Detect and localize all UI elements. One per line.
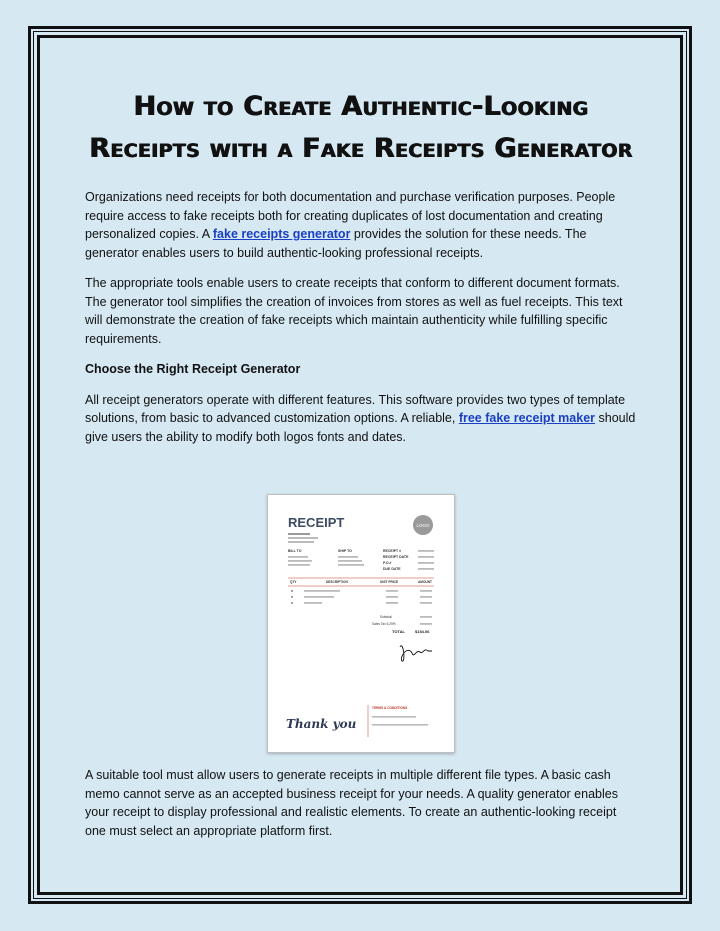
tools-paragraph: The appropriate tools enable users to create receipts that conform to different document formats. The generator tool simplifies the creation of invoices from stores as well as fuel receipts. This text will demonstrate the creation of fake receipts which maintain authenticity while fulfilling specific requirements. [85, 276, 623, 346]
total-value: $154.06 [415, 629, 430, 634]
article-body [85, 86, 637, 458]
due-date-label: DUE DATE [383, 567, 401, 571]
free-fake-receipt-maker-link[interactable]: free fake receipt maker [458, 411, 596, 425]
receipt-title: RECEIPT [288, 515, 345, 530]
logo-label: LOGO [416, 523, 430, 528]
unit-price-column-header: UNIT PRICE [380, 580, 399, 584]
closing-section [85, 766, 637, 852]
closing-paragraph: A suitable tool must allow users to generate receipts in multiple different file types. A basic cash memo cannot serve as an accepted business receipt for your needs. A quality generator enables your receipt to display professional and realistic elements. To create an authentic-looking receipt one must select an appropriate platform first. [85, 768, 618, 838]
receipt-illustration [268, 495, 454, 752]
amount-column-header: AMOUNT [418, 580, 432, 584]
qty-column-header: QTY [290, 580, 297, 584]
features-paragraph [85, 391, 637, 447]
terms-heading: TERMS & CONDITIONS [372, 706, 408, 710]
total-label: TOTAL [392, 629, 405, 634]
signature-mark [400, 646, 432, 661]
features-text-start: All receipt generators operate with different features. This software provides two types of template solutions, from basic to advanced customization options. A reliable, [85, 392, 626, 425]
intro-text-start: Organizations need receipts for both documentation and purchase verification purposes. People require access to fake receipts both for creating duplicates of lost documentation and creating personalized copies. A [85, 190, 616, 241]
fake-receipts-generator-link[interactable]: fake receipts generator [212, 227, 351, 241]
intro-text-end: provides the solution for these needs. The generator enables users to build authentic-looking professional receipts. [85, 227, 587, 260]
sales-tax-label: Sales Tax 6.25% [372, 622, 396, 626]
receipt-date-label: RECEIPT DATE [383, 555, 409, 559]
po-label: P.O.# [383, 561, 392, 565]
bill-to-label: BILL TO [288, 549, 302, 553]
description-column-header: DESCRIPTION [326, 580, 348, 584]
page-title: How to Create Authentic-Looking Receipts with a Fake Receipts Generator [89, 91, 633, 164]
section-heading: Choose the Right Receipt Generator [85, 362, 301, 376]
features-text-end: should give users the ability to modify both logos fonts and dates. [85, 411, 636, 444]
intro-paragraph [85, 188, 637, 262]
receipt-number-label: RECEIPT # [383, 549, 402, 553]
receipt-image [267, 494, 455, 753]
subtotal-label: Subtotal [380, 615, 392, 619]
thank-you-text: Thank you [286, 717, 357, 731]
ship-to-label: SHIP TO [338, 549, 352, 553]
